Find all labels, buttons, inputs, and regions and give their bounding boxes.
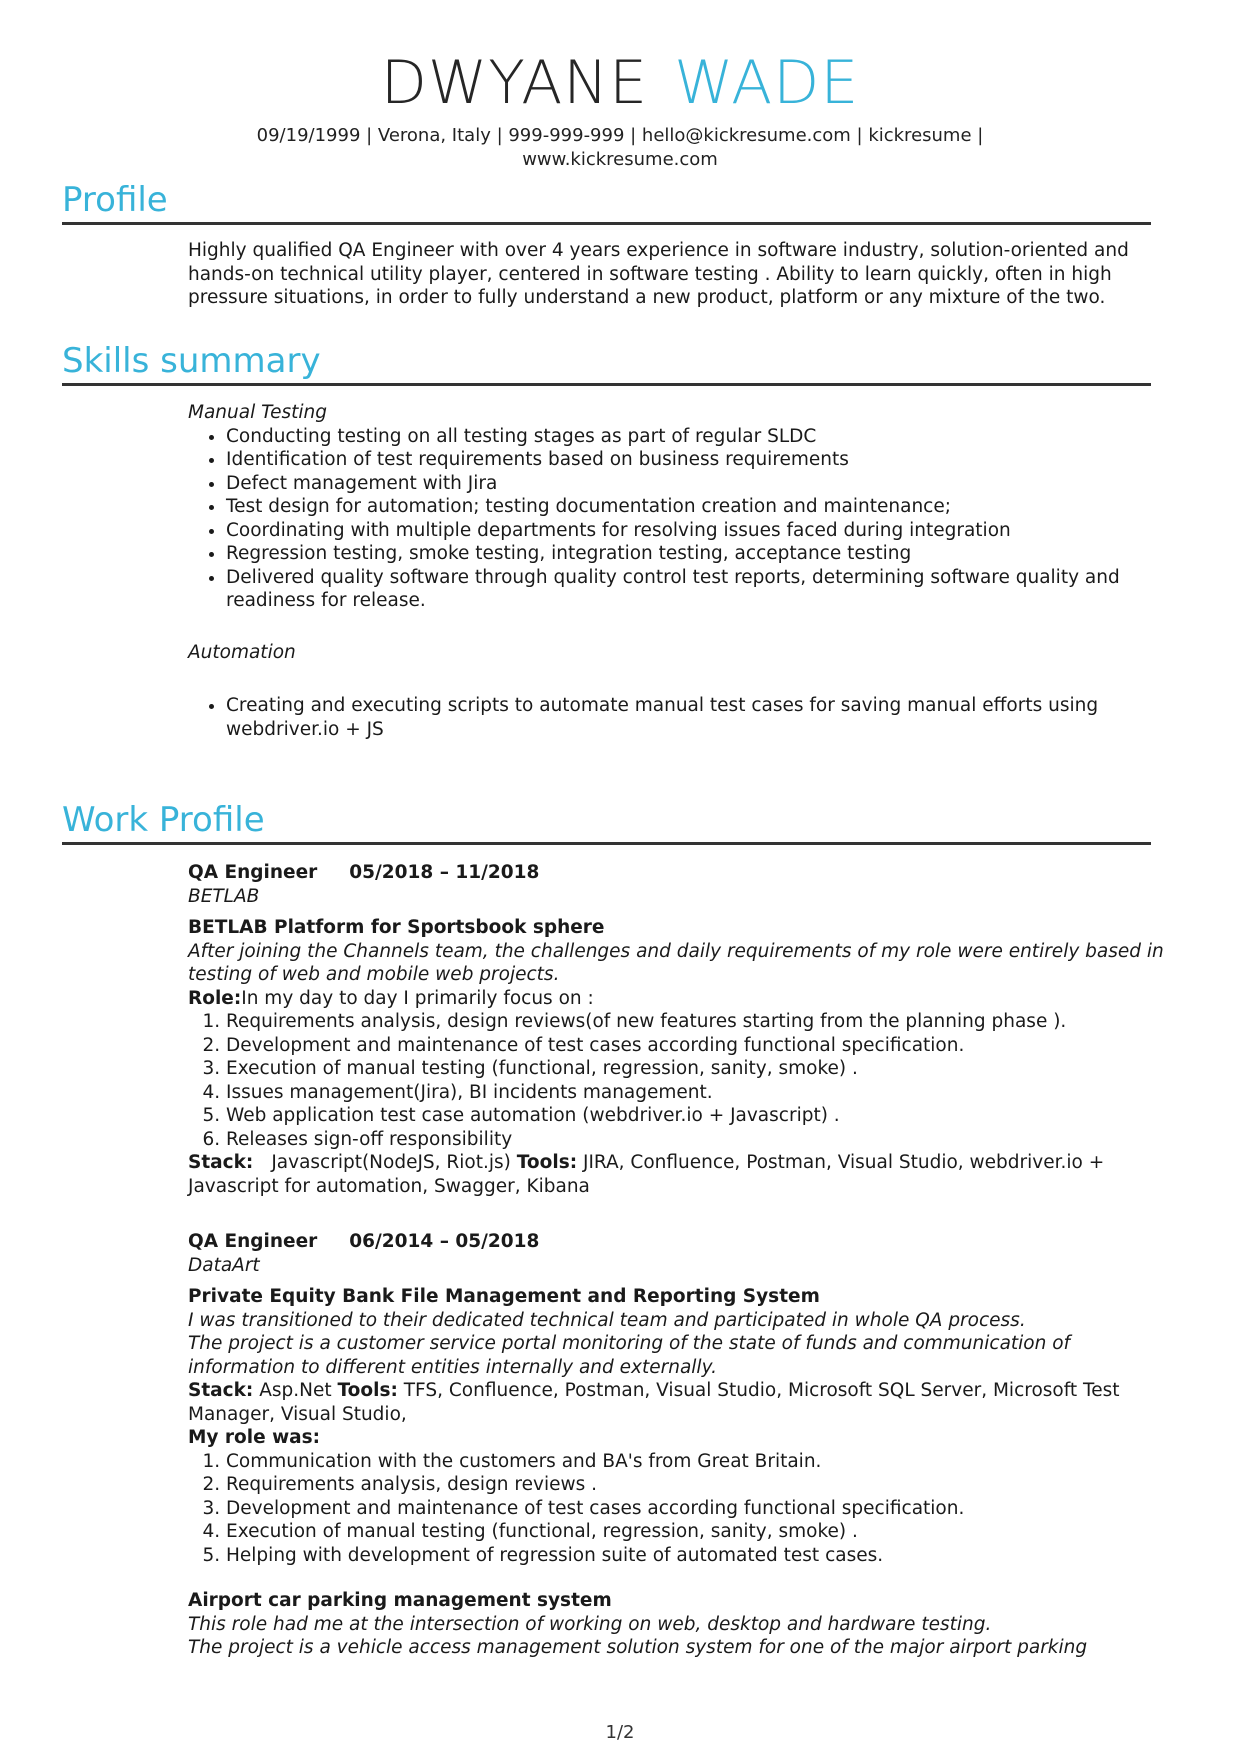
stack-label: Stack: xyxy=(188,1152,254,1173)
stack-value: Javascript(NodeJS, Riot.js) xyxy=(271,1152,511,1173)
last-name: WADE xyxy=(674,48,860,118)
stack-tools-line xyxy=(188,1379,1178,1426)
tools-label: Tools: xyxy=(337,1380,398,1401)
list-item: • Coordinating with multiple departments for resolving issues faced during integration xyxy=(226,519,1178,543)
role-text: In my day to day I primarily focus on : xyxy=(241,987,594,1009)
list-item: 6. Releases sign-off responsibility xyxy=(226,1128,1178,1152)
stack-value: Asp.Net xyxy=(259,1380,332,1401)
skill-group-title: Automation xyxy=(188,641,296,663)
list-item: • Conducting testing on all testing stages as part of regular SLDC xyxy=(226,425,1178,449)
role-label: Role: xyxy=(188,987,242,1009)
list-item: 3. Development and maintenance of test cases according functional specification. xyxy=(226,1497,1178,1521)
project-intro: I was transitioned to their dedicated technical team and participated in whole QA process. xyxy=(188,1309,1026,1331)
list-item: • Defect management with Jira xyxy=(226,472,1178,496)
job-role: QA Engineer xyxy=(188,862,318,883)
section-title-profile: Profile xyxy=(62,180,1151,225)
tools-value: JIRA, Confluence, Postman, Visual Studio, webdriver.io + Javascript for automation, Swagger, Kibana xyxy=(188,1152,1105,1197)
project-intro: This role had me at the intersection of working on web, desktop and hardware testing. xyxy=(188,1613,992,1635)
stack-tools-line xyxy=(188,1151,1178,1198)
role-label: My role was: xyxy=(188,1427,321,1448)
section-title-work: Work Profile xyxy=(62,800,1151,845)
page-number: 1/2 xyxy=(605,1722,635,1743)
stack-label: Stack: xyxy=(188,1380,254,1401)
section-title-skills: Skills summary xyxy=(62,341,1151,386)
list-item: • Test design for automation; testing documentation creation and maintenance; xyxy=(226,495,1178,519)
project-description: The project is a vehicle access management solution system for one of the major airport parking xyxy=(188,1637,1088,1658)
list-item: • Regression testing, smoke testing, integration testing, acceptance testing xyxy=(226,542,1178,566)
work-block xyxy=(188,861,1178,1660)
job-header xyxy=(188,861,1178,885)
project-title: Airport car parking management system xyxy=(188,1590,612,1611)
list-item: 1. Requirements analysis, design reviews(of new features starting from the planning phase ). xyxy=(226,1010,1178,1034)
list-item: 3. Execution of manual testing (functional, regression, sanity, smoke) . xyxy=(226,1057,1178,1081)
tools-label: Tools: xyxy=(516,1152,578,1173)
contact-line-1: 09/19/1999 | Verona, Italy | 999-999-999 | hello@kickresume.com | kickresume | xyxy=(256,125,984,146)
project-description: The project is a customer service portal monitoring of the state of funds and communication of information to different entities internally and externally. xyxy=(188,1333,1071,1378)
skill-list-automation xyxy=(188,694,1178,741)
candidate-name xyxy=(0,48,1240,118)
first-name: DWYANE xyxy=(380,48,649,118)
list-item: • Creating and executing scripts to automate manual test cases for saving manual efforts using webdriver.io + JS xyxy=(226,694,1178,741)
list-item: 4. Execution of manual testing (functional, regression, sanity, smoke) . xyxy=(226,1520,1178,1544)
list-item: • Identification of test requirements based on business requirements xyxy=(226,448,1178,472)
list-item: 5. Helping with development of regression suite of automated test cases. xyxy=(226,1544,1178,1568)
job-header xyxy=(188,1230,1178,1254)
job-role: QA Engineer xyxy=(188,1231,318,1252)
job-dates: 05/2018 – 11/2018 xyxy=(349,862,540,883)
list-item: 2. Requirements analysis, design reviews . xyxy=(226,1473,1178,1497)
profile-text: Highly qualified QA Engineer with over 4 years experience in software industry, solution-oriented and hands-on technical utility player, centered in software testing . Ability to learn quickly, often in high pressure situations, in order to fully understand a new product, platform or any mixture of the two. xyxy=(188,240,1129,308)
list-item: • Delivered quality software through quality control test reports, determining software quality and readiness for release. xyxy=(226,566,1178,613)
skill-list-manual xyxy=(188,425,1178,613)
skill-group-title: Manual Testing xyxy=(188,402,328,423)
duties-list xyxy=(188,1450,1178,1568)
list-item: 4. Issues management(Jira), BI incidents management. xyxy=(226,1081,1178,1105)
contact-info xyxy=(0,124,1240,172)
tools-value: TFS, Confluence, Postman, Visual Studio, Microsoft SQL Server, Microsoft Test Manager, Visual Studio, xyxy=(188,1380,1120,1425)
skills-block xyxy=(188,401,1178,741)
project-intro: After joining the Channels team, the challenges and daily requirements of my role were entirely based in testing of web and mobile web projects. xyxy=(188,940,1164,985)
role-line xyxy=(188,987,1178,1011)
list-item: 5. Web application test case automation (webdriver.io + Javascript) . xyxy=(226,1104,1178,1128)
contact-line-2: www.kickresume.com xyxy=(522,149,718,170)
duties-list xyxy=(188,1010,1178,1151)
resume-header xyxy=(0,48,1240,172)
job-company: DataArt xyxy=(188,1254,260,1276)
list-item: 2. Development and maintenance of test cases according functional specification. xyxy=(226,1034,1178,1058)
job-company: BETLAB xyxy=(188,885,260,907)
project-title: BETLAB Platform for Sportsbook sphere xyxy=(188,917,605,938)
job-dates: 06/2014 – 05/2018 xyxy=(349,1231,540,1252)
list-item: 1. Communication with the customers and BA's from Great Britain. xyxy=(226,1450,1178,1474)
project-title: Private Equity Bank File Management and Reporting System xyxy=(188,1286,820,1307)
